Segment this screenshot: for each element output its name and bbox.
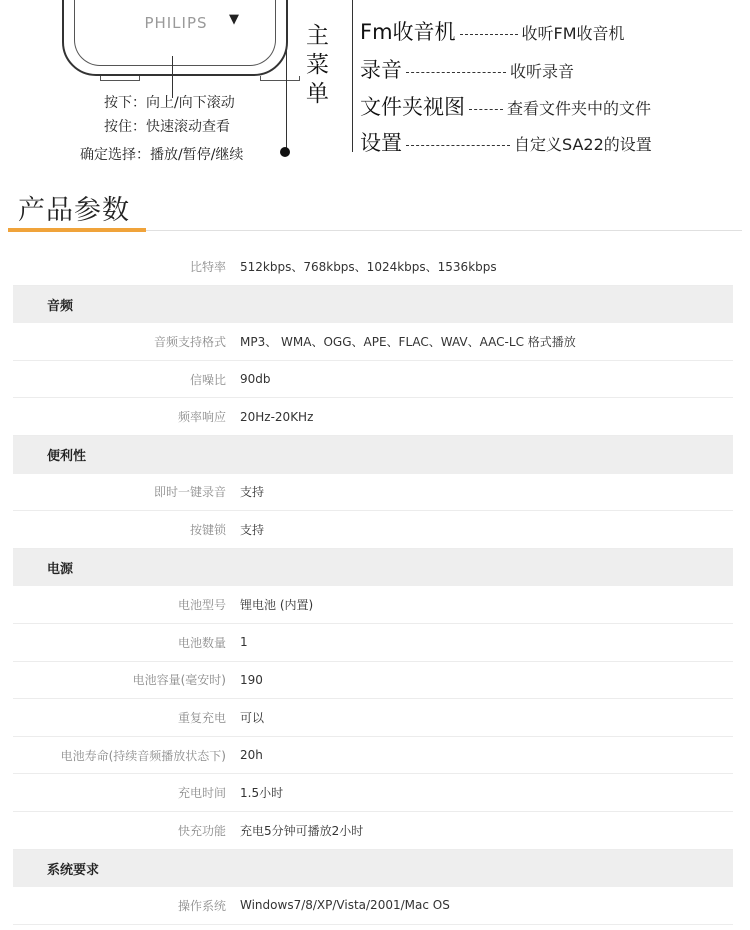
- section-title: 产品参数: [18, 195, 130, 226]
- spec-value: 充电5分钟可播放2小时: [240, 823, 364, 838]
- menu-item-name: Fm收音机: [360, 20, 456, 44]
- spec-value: 512kbps、768kbps、1024kbps、1536kbps: [240, 259, 497, 274]
- spec-label: 音频支持格式: [153, 334, 226, 349]
- spec-value: 20h: [240, 748, 263, 763]
- main-menu-label: 主菜单: [306, 23, 329, 107]
- spec-row: [13, 662, 733, 700]
- spec-label: 信噪比: [189, 372, 226, 387]
- spec-value: 支持: [240, 522, 265, 537]
- spec-category: 音频: [13, 286, 733, 324]
- spec-label: 充电时间: [177, 786, 226, 801]
- spec-label: 电池数量: [177, 635, 226, 650]
- menu-bracket: [352, 0, 353, 152]
- menu-item-folder: [360, 91, 651, 121]
- spec-label: 电池型号: [177, 598, 226, 613]
- spec-value: 1: [240, 635, 248, 650]
- spec-value: 锂电池 (内置): [240, 598, 314, 613]
- hint-press: 按下：向上/向下滚动: [104, 95, 235, 111]
- spec-category: 电源: [13, 549, 733, 587]
- spec-row: [13, 248, 733, 286]
- spec-label: 按键锁: [189, 522, 226, 537]
- device-diagram: [0, 0, 750, 178]
- spec-row: [13, 398, 733, 436]
- spec-row: [13, 624, 733, 662]
- spec-row: [13, 699, 733, 737]
- spec-label: 即时一键录音: [153, 485, 226, 500]
- spec-value: 20Hz-20KHz: [240, 409, 314, 424]
- spec-label: 频率响应: [177, 410, 226, 425]
- spec-value: 支持: [240, 485, 265, 500]
- menu-item-name: 录音: [360, 58, 402, 82]
- spec-label: 重复充电: [177, 710, 226, 725]
- spec-value: 可以: [240, 710, 265, 725]
- spec-value: 1.5小时: [240, 786, 284, 801]
- spec-row: [13, 586, 733, 624]
- hint-hold: 按住：快速滚动查看: [104, 119, 230, 135]
- menu-item-desc: 查看文件夹中的文件: [507, 99, 652, 118]
- menu-item-name: 设置: [360, 131, 402, 155]
- navigation-knob-icon: ▼: [229, 12, 239, 27]
- hint-select: 确定选择：播放/暂停/继续: [80, 147, 244, 163]
- menu-item-desc: 收听FM收音机: [521, 24, 625, 43]
- menu-item-name: 文件夹视图: [360, 95, 465, 119]
- device-foot-left: [100, 76, 140, 81]
- spec-value: MP3、 WMA、OGG、APE、FLAC、WAV、AAC-LC 格式播放: [240, 334, 576, 349]
- menu-item-fm: [360, 16, 625, 46]
- spec-row: [13, 887, 733, 925]
- spec-value: Windows7/8/XP/Vista/2001/Mac OS: [240, 898, 450, 913]
- spec-row: [13, 812, 733, 850]
- spec-row: [13, 737, 733, 775]
- spec-row: [13, 511, 733, 549]
- spec-category: 系统要求: [13, 850, 733, 888]
- device-foot-right: [260, 76, 300, 81]
- spec-category: 便利性: [13, 436, 733, 474]
- device-body: [74, 0, 276, 66]
- spec-row: [13, 774, 733, 812]
- section-accent-bar: [8, 228, 146, 232]
- spec-label: 比特率: [189, 259, 226, 274]
- spec-row: [13, 361, 733, 399]
- spec-label: 电池容量(毫安时): [132, 673, 226, 688]
- spec-value: 90db: [240, 372, 271, 387]
- callout-line-select: [286, 0, 287, 152]
- menu-dash: [406, 72, 506, 73]
- spec-value: 190: [240, 672, 263, 687]
- menu-item-desc: 收听录音: [510, 62, 575, 81]
- menu-item-settings: [360, 127, 652, 157]
- menu-item-desc: 自定义SA22的设置: [514, 135, 652, 154]
- callout-dot: [280, 147, 290, 157]
- menu-dash: [406, 145, 510, 146]
- menu-item-record: [360, 54, 574, 84]
- menu-dash: [469, 109, 503, 110]
- spec-table: [13, 248, 733, 925]
- spec-label: 操作系统: [177, 898, 226, 913]
- spec-row: [13, 323, 733, 361]
- spec-label: 电池寿命(持续音频播放状态下): [60, 748, 226, 763]
- spec-label: 快充功能: [177, 823, 226, 838]
- brand-logo: PHILIPS: [144, 14, 208, 32]
- spec-row: [13, 474, 733, 512]
- device-illustration: [62, 0, 288, 76]
- menu-dash: [460, 34, 518, 35]
